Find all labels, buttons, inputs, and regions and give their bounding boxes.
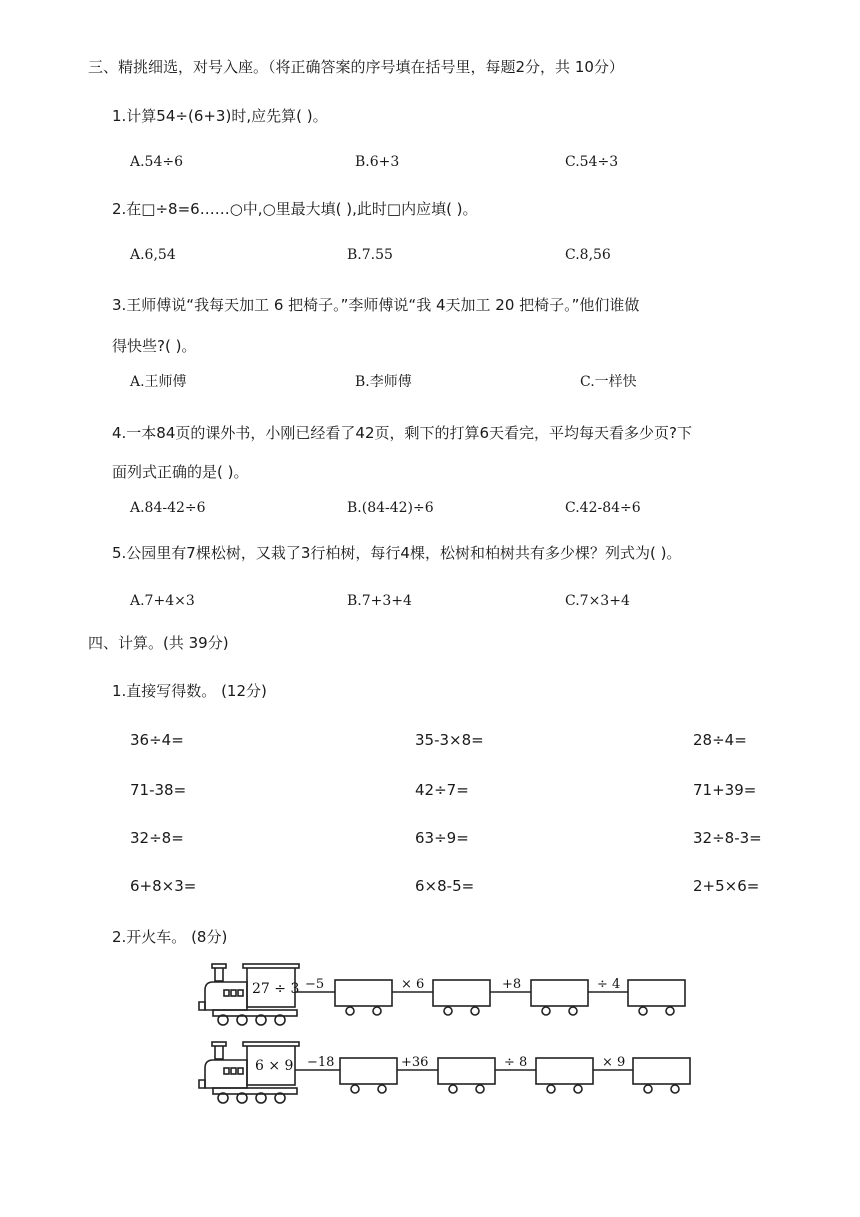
q1-option-a: A.54÷6 [130, 154, 184, 170]
q4-stem-line1: 4.一本84页的课外书，小刚已经看了42页，剩下的打算6天看完，平均每天看多少页?下 [112, 424, 692, 442]
train1-car-4[interactable] [628, 980, 685, 1006]
train-diagram-1 [195, 962, 695, 1032]
train1-op-4: ÷ 4 [597, 977, 621, 992]
train2-op-2: +36 [401, 1055, 429, 1070]
q1-option-c: C.54÷3 [565, 154, 619, 170]
q5-option-b: B.7+3+4 [347, 593, 412, 609]
q3-option-c: C.一样快 [580, 374, 637, 390]
calc-r4-c3: 2+5×6= [693, 877, 760, 895]
train1-op-2: × 6 [401, 977, 425, 992]
train1-car-1[interactable] [335, 980, 392, 1006]
q3-stem-line2: 得快些?( )。 [112, 337, 197, 355]
calc-r3-c3: 32÷8-3= [693, 829, 762, 847]
part1-title: 1.直接写得数。 (12分) [112, 682, 267, 700]
train2-op-1: −18 [307, 1055, 335, 1070]
calc-r2-c3: 71+39= [693, 781, 757, 799]
section4-title: 四、计算。(共 39分) [88, 634, 229, 652]
train2-car-1[interactable] [340, 1058, 397, 1084]
train1-car-2[interactable] [433, 980, 490, 1006]
calc-r3-c2: 63÷9= [415, 829, 469, 847]
q2-option-b: B.7.55 [347, 247, 393, 263]
q5-stem: 5.公园里有7棵松树，又栽了3行柏树，每行4棵，松树和柏树共有多少棵？列式为( )。 [112, 544, 682, 562]
train1-car-3[interactable] [531, 980, 588, 1006]
train2-car-4[interactable] [633, 1058, 690, 1084]
calc-r4-c2: 6×8-5= [415, 877, 475, 895]
q5-option-a: A.7+4×3 [130, 593, 195, 609]
q4-option-a: A.84-42÷6 [130, 500, 206, 516]
q4-stem-line2: 面列式正确的是( )。 [112, 463, 249, 481]
q1-option-b: B.6+3 [355, 154, 400, 170]
train-diagram-2 [195, 1040, 695, 1110]
q1-stem: 1.计算54÷(6+3)时,应先算( )。 [112, 107, 328, 125]
calc-r1-c3: 28÷4= [693, 731, 747, 749]
q2-option-c: C.8,56 [565, 247, 611, 263]
train1-start: 27 ÷ 3 [252, 981, 300, 997]
q3-option-a: A.王师傅 [130, 374, 187, 390]
q4-option-b: B.(84-42)÷6 [347, 500, 434, 516]
calc-r2-c1: 71-38= [130, 781, 187, 799]
section3-title: 三、精挑细选，对号入座。（将正确答案的序号填在括号里，每题2分，共 10分） [88, 58, 624, 76]
q3-option-b: B.李师傅 [355, 374, 412, 390]
train1-op-3: +8 [502, 977, 522, 992]
q5-option-c: C.7×3+4 [565, 593, 630, 609]
q2-stem: 2.在□÷8=6……○中,○里最大填( ),此时□内应填( )。 [112, 200, 478, 218]
q4-option-c: C.42-84÷6 [565, 500, 641, 516]
train2-op-4: × 9 [602, 1055, 626, 1070]
train2-start: 6 × 9 [255, 1058, 294, 1074]
calc-r3-c1: 32÷8= [130, 829, 184, 847]
calc-r4-c1: 6+8×3= [130, 877, 197, 895]
calc-r1-c2: 35-3×8= [415, 731, 484, 749]
train2-op-3: ÷ 8 [504, 1055, 528, 1070]
train2-car-3[interactable] [536, 1058, 593, 1084]
train2-car-2[interactable] [438, 1058, 495, 1084]
calc-r2-c2: 42÷7= [415, 781, 469, 799]
q2-option-a: A.6,54 [130, 247, 176, 263]
calc-r1-c1: 36÷4= [130, 731, 184, 749]
q3-stem-line1: 3.王师傅说“我每天加工 6 把椅子。”李师傅说“我 4天加工 20 把椅子。”他们谁做 [112, 296, 640, 314]
train1-op-1: −5 [305, 977, 325, 992]
part2-title: 2.开火车。 (8分) [112, 928, 228, 946]
